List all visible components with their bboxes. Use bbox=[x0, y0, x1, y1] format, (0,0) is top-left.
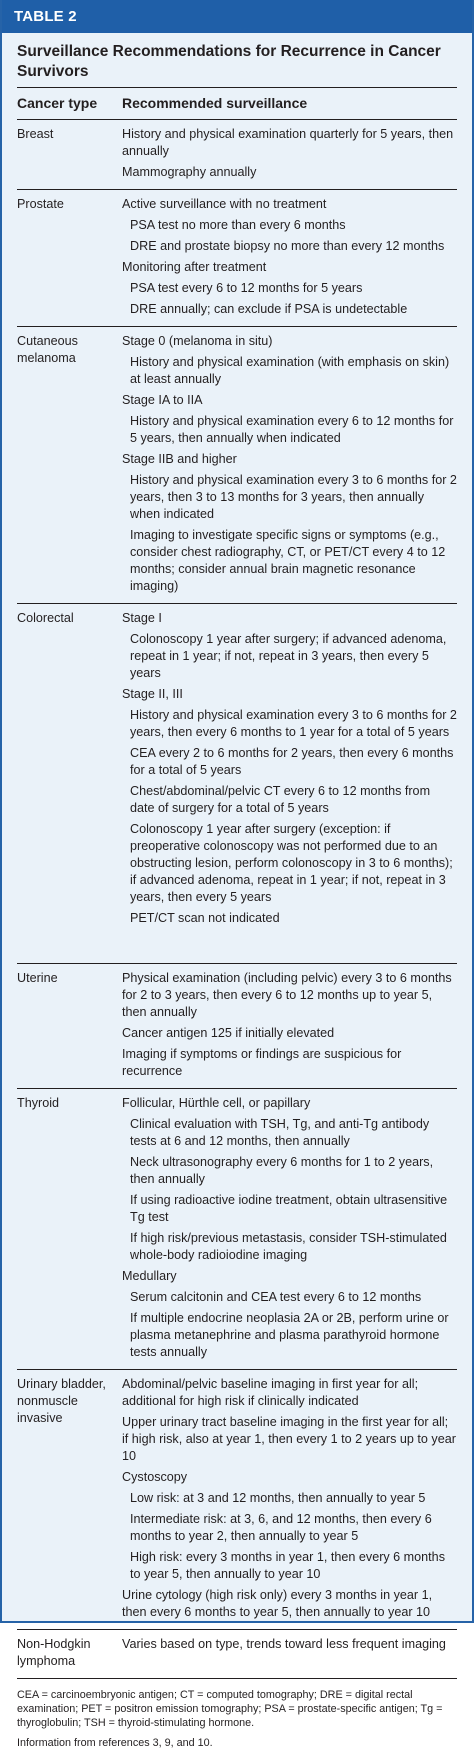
recommendation-subitem: History and physical examination every 6 to 12 months for 5 years, then annually when indicated bbox=[130, 414, 454, 445]
recommendation-subitem: Colonoscopy 1 year after surgery (exception: if preoperative colonoscopy was not performed due to an obstructing lesion, perform colonoscopy in 3 to 6 months); if advanced adenoma, repeat in 1 year; if not, repeat in 3 years, then every 5 years bbox=[130, 822, 453, 904]
recommendation-subitem: PET/CT scan not indicated bbox=[130, 911, 280, 925]
recommendation-subitem: Intermediate risk: at 3, 6, and 12 months, then every 6 months to year 2, then annually to year 5 bbox=[130, 1512, 432, 1543]
recommendation-item: Imaging if symptoms or findings are suspicious for recurrence bbox=[122, 1047, 402, 1078]
recommendation-item: Stage 0 (melanoma in situ) bbox=[122, 334, 273, 348]
table-rows bbox=[17, 120, 457, 1679]
recommendation-subitem: PSA test no more than every 6 months bbox=[130, 218, 346, 232]
recommendations-cell bbox=[122, 1095, 457, 1361]
table-row bbox=[17, 964, 457, 1089]
recommendation-item: Varies based on type, trends toward less frequent imaging bbox=[122, 1637, 446, 1651]
recommendation-item: Stage II, III bbox=[122, 687, 183, 701]
table-label: TABLE 2 bbox=[2, 0, 472, 33]
recommendation-subitem: Serum calcitonin and CEA test every 6 to 12 months bbox=[130, 1290, 422, 1304]
recommendation-item: Stage IA to IIA bbox=[122, 393, 203, 407]
recommendation-item: Stage I bbox=[122, 611, 162, 625]
cancer-type-cell: Cutaneous melanoma bbox=[17, 334, 78, 365]
recommendation-subitem: If high risk/previous metastasis, consider TSH-stimulated whole-body radioiodine imaging bbox=[130, 1231, 447, 1262]
recommendation-subitem: History and physical examination every 3 to 6 months for 2 years, then 3 to 13 months for 3 years, then annually when indicated bbox=[130, 473, 457, 521]
recommendation-item: Upper urinary tract baseline imaging in the first year for all; if high risk, also at year 1, then every 1 to 2 years up to year 10 bbox=[122, 1415, 456, 1463]
cancer-type-cell: Colorectal bbox=[17, 611, 74, 625]
table-row bbox=[17, 604, 457, 964]
recommendations-cell bbox=[122, 1376, 457, 1621]
recommendation-subitem: Clinical evaluation with TSH, Tg, and anti-Tg antibody tests at 6 and 12 months, then annually bbox=[130, 1117, 430, 1148]
recommendation-item: Active surveillance with no treatment bbox=[122, 197, 327, 211]
recommendation-item: Monitoring after treatment bbox=[122, 260, 267, 274]
recommendation-item: Cystoscopy bbox=[122, 1470, 188, 1484]
table-body bbox=[2, 33, 472, 1750]
table-row bbox=[17, 1370, 457, 1630]
abbreviations-footnote: CEA = carcinoembryonic antigen; CT = computed tomography; DRE = digital rectal examination; PET = positron emission tomography; PSA = prostate-specific antigen; Tg = thyroglobulin; TSH = thyroid-stimulating hormone. bbox=[17, 1689, 443, 1729]
recommendation-subitem: PSA test every 6 to 12 months for 5 years bbox=[130, 281, 363, 295]
recommendations-cell bbox=[122, 610, 457, 955]
recommendation-subitem: History and physical examination (with emphasis on skin) at least annually bbox=[130, 355, 450, 386]
recommendation-subitem: Chest/abdominal/pelvic CT every 6 to 12 months from date of surgery for a total of 5 years bbox=[130, 784, 431, 815]
cancer-type-cell: Prostate bbox=[17, 197, 64, 211]
recommendation-subitem: If using radioactive iodine treatment, obtain ultrasensitive Tg test bbox=[130, 1193, 448, 1224]
table-title: Surveillance Recommendations for Recurrence in Cancer Survivors bbox=[17, 42, 457, 88]
recommendation-subitem: CEA every 2 to 6 months for 2 years, then every 6 months for a total of 5 years bbox=[130, 746, 454, 777]
recommendation-subitem: DRE and prostate biopsy no more than every 12 months bbox=[130, 239, 445, 253]
column-header-recommended-surveillance: Recommended surveillance bbox=[122, 95, 308, 111]
recommendations-cell bbox=[122, 196, 457, 318]
recommendation-subitem: DRE annually; can exclude if PSA is undetectable bbox=[130, 302, 408, 316]
recommendation-item: History and physical examination quarterly for 5 years, then annually bbox=[122, 127, 454, 158]
recommendation-item: Abdominal/pelvic baseline imaging in first year for all; additional for high risk if clinically indicated bbox=[122, 1377, 419, 1408]
recommendation-item: Physical examination (including pelvic) every 3 to 6 months for 2 to 3 years, then every 6 to 12 months up to year 5, then annually bbox=[122, 971, 452, 1019]
recommendation-item: Mammography annually bbox=[122, 165, 257, 179]
recommendation-subitem: High risk: every 3 months in year 1, then every 6 months to year 5, then annually to year 10 bbox=[130, 1550, 445, 1581]
recommendation-subitem: Neck ultrasonography every 6 months for 1 to 2 years, then annually bbox=[130, 1155, 434, 1186]
table-row bbox=[17, 190, 457, 327]
recommendations-cell bbox=[122, 333, 457, 595]
recommendations-cell bbox=[122, 126, 457, 181]
recommendation-subitem: Low risk: at 3 and 12 months, then annually to year 5 bbox=[130, 1491, 426, 1505]
recommendation-item: Medullary bbox=[122, 1269, 177, 1283]
recommendation-subitem: History and physical examination every 3 to 6 months for 2 years, then every 6 months to 1 year for a total of 5 years bbox=[130, 708, 457, 739]
table-row bbox=[17, 1630, 457, 1679]
table-row bbox=[17, 1089, 457, 1370]
cancer-type-cell: Urinary bladder, nonmuscle invasive bbox=[17, 1377, 106, 1425]
recommendation-subitem: If multiple endocrine neoplasia 2A or 2B, perform urine or plasma metanephrine and plasma parathyroid hormone tests annually bbox=[130, 1311, 449, 1359]
recommendation-item: Stage IIB and higher bbox=[122, 452, 237, 466]
cancer-type-cell: Thyroid bbox=[17, 1096, 59, 1110]
cancer-type-cell: Breast bbox=[17, 127, 54, 141]
column-header-cancer-type: Cancer type bbox=[17, 95, 98, 111]
table-row bbox=[17, 120, 457, 190]
recommendation-item: Cancer antigen 125 if initially elevated bbox=[122, 1026, 335, 1040]
recommendations-cell bbox=[122, 970, 457, 1080]
recommendations-cell bbox=[122, 1636, 457, 1670]
recommendation-subitem: Colonoscopy 1 year after surgery; if advanced adenoma, repeat in 1 year; if not, repeat in 3 years, then every 5 years bbox=[130, 632, 447, 680]
recommendation-subitem: Imaging to investigate specific signs or symptoms (e.g., consider chest radiography, CT, or PET/CT every 4 to 12 months; consider annual brain magnetic resonance imaging) bbox=[130, 528, 446, 593]
cancer-type-cell: Non-Hodgkin lymphoma bbox=[17, 1637, 91, 1668]
source-note: Information from references 3, 9, and 10. bbox=[17, 1737, 213, 1749]
recommendation-item: Follicular, Hürthle cell, or papillary bbox=[122, 1096, 311, 1110]
table-row bbox=[17, 327, 457, 604]
column-header-row bbox=[17, 88, 457, 120]
recommendation-item: Urine cytology (high risk only) every 3 months in year 1, then every 6 months to year 5, then annually to year 10 bbox=[122, 1588, 433, 1619]
cancer-type-cell: Uterine bbox=[17, 971, 58, 985]
